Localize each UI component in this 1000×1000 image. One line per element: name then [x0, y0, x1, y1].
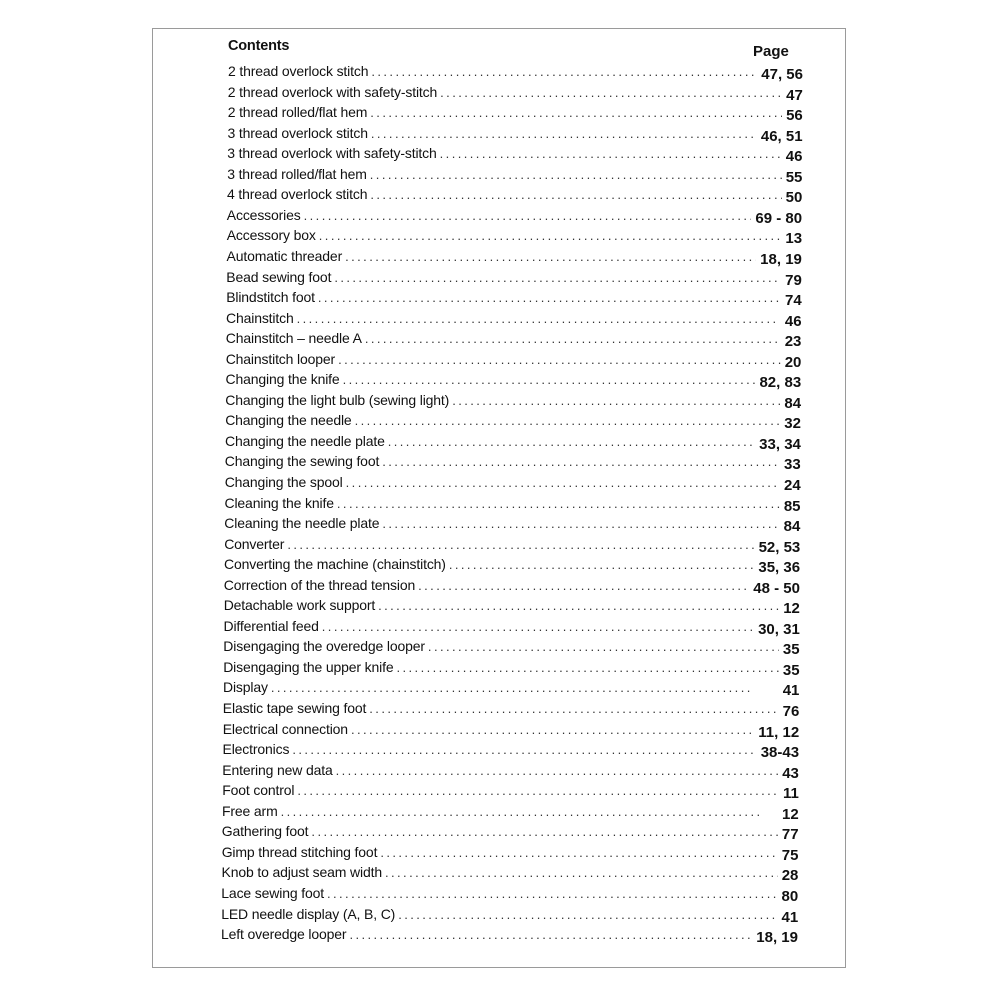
toc-entry-page: 24 — [784, 477, 801, 494]
toc-entry-label: Disengaging the overedge looper — [223, 638, 425, 655]
toc-entry-page: 69 - 80 — [755, 209, 803, 227]
toc-entry — [221, 906, 798, 926]
dot-leader — [418, 578, 749, 593]
toc-entry-label: Differential feed — [223, 617, 319, 634]
toc-entry — [224, 597, 800, 617]
dot-leader — [452, 393, 780, 408]
dot-leader — [345, 249, 756, 264]
toc-entry-label: Correction of the thread tension — [223, 576, 416, 593]
toc-entry-label: Changing the needle — [225, 412, 352, 429]
toc-entry — [226, 310, 802, 330]
toc-entry-page: 43 — [782, 764, 799, 782]
toc-entry-page: 13 — [785, 230, 803, 248]
toc-entry-label: 2 thread overlock stitch — [228, 63, 369, 79]
dot-leader — [337, 496, 780, 511]
toc-entry — [225, 433, 801, 453]
dot-leader — [349, 927, 752, 942]
toc-entry — [224, 556, 800, 576]
toc-entry — [222, 844, 799, 864]
dot-leader — [322, 619, 754, 634]
toc-entry — [227, 248, 802, 268]
toc-entry-label: Display — [223, 679, 268, 696]
toc-entry — [228, 125, 803, 145]
dot-leader — [304, 208, 752, 223]
toc-entry-page: 46 — [784, 312, 802, 330]
toc-entry-page: 18, 19 — [756, 929, 798, 946]
toc-entry — [225, 453, 801, 473]
toc-entry-label: Changing the spool — [224, 474, 343, 490]
dot-leader — [449, 557, 755, 572]
toc-entry — [227, 207, 802, 227]
toc-entry-label: Converting the machine (chainstitch) — [224, 556, 446, 573]
toc-entry-page: 35 — [782, 661, 800, 679]
contents-title: Contents — [228, 38, 290, 54]
toc-entry — [226, 351, 802, 371]
dot-leader — [370, 167, 782, 182]
toc-entry — [226, 371, 802, 391]
toc-entry-label: Electrical connection — [222, 720, 348, 737]
toc-entry-page: 11, 12 — [758, 723, 800, 741]
toc-entry — [225, 392, 801, 412]
toc-entry-label: Changing the light bulb (sewing light) — [225, 391, 450, 408]
toc-entry-label: 2 thread rolled/flat hem — [227, 104, 368, 121]
toc-entry — [227, 227, 802, 247]
toc-entry — [225, 495, 801, 515]
toc-entry — [226, 330, 802, 350]
toc-entry — [223, 741, 800, 761]
dot-leader — [440, 85, 782, 100]
toc-entry-page: 20 — [784, 353, 802, 371]
toc-entry-label: Chainstitch – needle A — [225, 330, 362, 347]
toc-entry-label: Changing the sewing foot — [224, 453, 380, 470]
toc-entry-page: 46, 51 — [760, 127, 803, 145]
toc-entry — [222, 803, 799, 823]
dot-leader — [292, 742, 756, 757]
dot-leader — [336, 763, 779, 778]
toc-entry-page: 33, 34 — [759, 435, 801, 453]
toc-entry-label: Changing the knife — [225, 371, 340, 388]
toc-entry-label: Chainstitch looper — [225, 350, 336, 367]
toc-entry — [224, 577, 800, 597]
toc-entry-label: Accessory box — [226, 227, 316, 244]
toc-entry-page: 79 — [785, 271, 802, 289]
toc-entry-page: 18, 19 — [760, 250, 802, 268]
toc-entry — [225, 412, 801, 432]
toc-entry-page: 84 — [783, 518, 801, 535]
dot-leader — [382, 516, 779, 531]
dot-leader — [319, 228, 782, 243]
dot-leader — [371, 126, 757, 141]
toc-entry-label: 2 thread overlock with safety-stitch — [227, 83, 438, 100]
dot-leader — [396, 660, 778, 675]
toc-entry-page: 30, 31 — [758, 620, 800, 638]
dot-leader — [287, 537, 754, 552]
toc-entry-label: Changing the needle plate — [225, 432, 385, 449]
dot-leader — [370, 105, 782, 120]
toc-entry-label: Converter — [224, 535, 285, 552]
toc-entry-label: Left overedge looper — [221, 926, 347, 942]
toc-entry — [222, 762, 799, 782]
toc-entry-page: 75 — [781, 846, 799, 864]
toc-entry — [222, 823, 799, 843]
page-column-heading: Page — [753, 43, 789, 60]
toc-entry-label: Disengaging the upper knife — [223, 658, 394, 675]
dot-leader — [271, 680, 779, 695]
toc-entry-label: 3 thread rolled/flat hem — [227, 165, 367, 182]
toc-entry-page: 12 — [783, 600, 800, 618]
toc-entry-label: Cleaning the needle plate — [224, 515, 380, 531]
dot-leader — [343, 372, 756, 387]
toc-entry — [221, 885, 798, 905]
toc-entry-label: Chainstitch — [226, 309, 294, 326]
dot-leader — [440, 146, 782, 161]
dot-leader — [338, 352, 781, 367]
dot-leader — [297, 783, 779, 798]
toc-entry-label: Free arm — [222, 802, 278, 819]
toc-entry-label: Cleaning the knife — [224, 494, 334, 511]
toc-entry-label: Knob to adjust seam width — [221, 864, 382, 881]
toc-entry-page: 41 — [781, 908, 799, 926]
toc-entry — [226, 289, 802, 309]
dot-leader — [355, 413, 781, 428]
dot-leader — [346, 475, 780, 490]
toc-entry-page: 48 - 50 — [753, 579, 800, 597]
toc-entry-label: Entering new data — [222, 761, 333, 778]
toc-entry-label: Detachable work support — [223, 597, 376, 614]
dot-leader — [382, 454, 780, 469]
toc-entry-page: 11 — [783, 785, 799, 803]
toc-entry-page: 23 — [784, 333, 802, 351]
dot-leader — [370, 187, 781, 202]
dot-leader — [398, 907, 777, 922]
toc-entry-page: 74 — [785, 292, 802, 309]
toc-entry — [227, 145, 802, 165]
toc-entry-page: 35 — [782, 641, 800, 659]
toc-entry — [226, 269, 802, 289]
toc-entry — [227, 166, 802, 186]
dot-leader — [365, 331, 781, 346]
toc-entry — [223, 638, 799, 658]
dot-leader — [380, 845, 777, 860]
dot-leader — [388, 434, 755, 449]
toc-entry-page: 28 — [781, 867, 799, 885]
toc-entry-page: 47, 56 — [761, 66, 803, 83]
toc-entry-page: 38-43 — [760, 744, 800, 762]
toc-entry-page: 84 — [784, 394, 802, 412]
toc-entry — [223, 721, 800, 741]
dot-leader — [318, 290, 781, 305]
toc-entry-label: Accessories — [226, 206, 301, 223]
toc-entry — [224, 536, 800, 556]
toc-entry-page: 55 — [785, 168, 803, 186]
toc-entry-label: Foot control — [222, 782, 295, 799]
toc-entry-page: 85 — [783, 497, 801, 515]
toc-entry-page: 76 — [782, 703, 800, 720]
toc-entry — [224, 515, 800, 535]
toc-entry — [221, 926, 798, 946]
dot-leader — [281, 804, 778, 819]
toc-entry-page: 50 — [785, 189, 803, 207]
dot-leader — [385, 865, 778, 880]
toc-entry-page: 82, 83 — [759, 374, 802, 392]
toc-entry-label: Lace sewing foot — [221, 884, 324, 901]
toc-entry-page: 32 — [784, 415, 801, 433]
toc-entry — [227, 186, 802, 206]
toc-entry-label: Gimp thread stitching foot — [221, 843, 378, 860]
dot-leader — [371, 64, 757, 79]
toc-entry-page: 77 — [781, 826, 799, 844]
toc-entry-label: Electronics — [222, 741, 290, 758]
toc-entry-label: Bead sewing foot — [226, 268, 332, 285]
toc-entry-label: 3 thread overlock stitch — [227, 124, 368, 141]
toc-entry-page: 80 — [781, 887, 799, 905]
toc-entry — [228, 104, 803, 124]
dot-leader — [378, 598, 779, 613]
dot-leader — [428, 639, 779, 654]
toc-entry — [223, 659, 799, 679]
toc-entry — [228, 84, 803, 104]
toc-entry-page: 56 — [786, 107, 803, 125]
toc-entry-page: 33 — [784, 456, 801, 474]
dot-leader — [351, 722, 754, 737]
dot-leader — [334, 270, 781, 285]
toc-entry — [223, 679, 799, 699]
toc-entry-label: Elastic tape sewing foot — [222, 700, 367, 716]
toc-entry — [223, 700, 800, 720]
toc-entry-label: 3 thread overlock with safety-stitch — [227, 145, 437, 162]
toc-entry-page: 52, 53 — [758, 538, 801, 556]
toc-entry-label: Blindstitch foot — [226, 289, 315, 305]
toc-entry — [225, 474, 801, 494]
toc-entry — [222, 782, 799, 802]
dot-leader — [297, 311, 781, 326]
dot-leader — [369, 701, 778, 716]
dot-leader — [327, 886, 778, 901]
dot-leader — [311, 824, 777, 839]
toc-entry-page: 47 — [786, 86, 803, 104]
toc-entry-page: 35, 36 — [758, 559, 801, 577]
toc-entry-label: Gathering foot — [221, 823, 309, 840]
toc-entry-page: 12 — [782, 805, 799, 823]
toc-entry-label: LED needle display (A, B, C) — [221, 905, 396, 922]
toc-entry — [228, 63, 803, 83]
toc-entry — [222, 864, 799, 884]
toc-entry-page: 46 — [785, 148, 803, 166]
toc-entry-label: 4 thread overlock stitch — [227, 186, 368, 203]
toc-entry-label: Automatic threader — [226, 247, 343, 264]
toc-entry-page: 41 — [782, 682, 800, 700]
toc-entry — [224, 618, 800, 638]
